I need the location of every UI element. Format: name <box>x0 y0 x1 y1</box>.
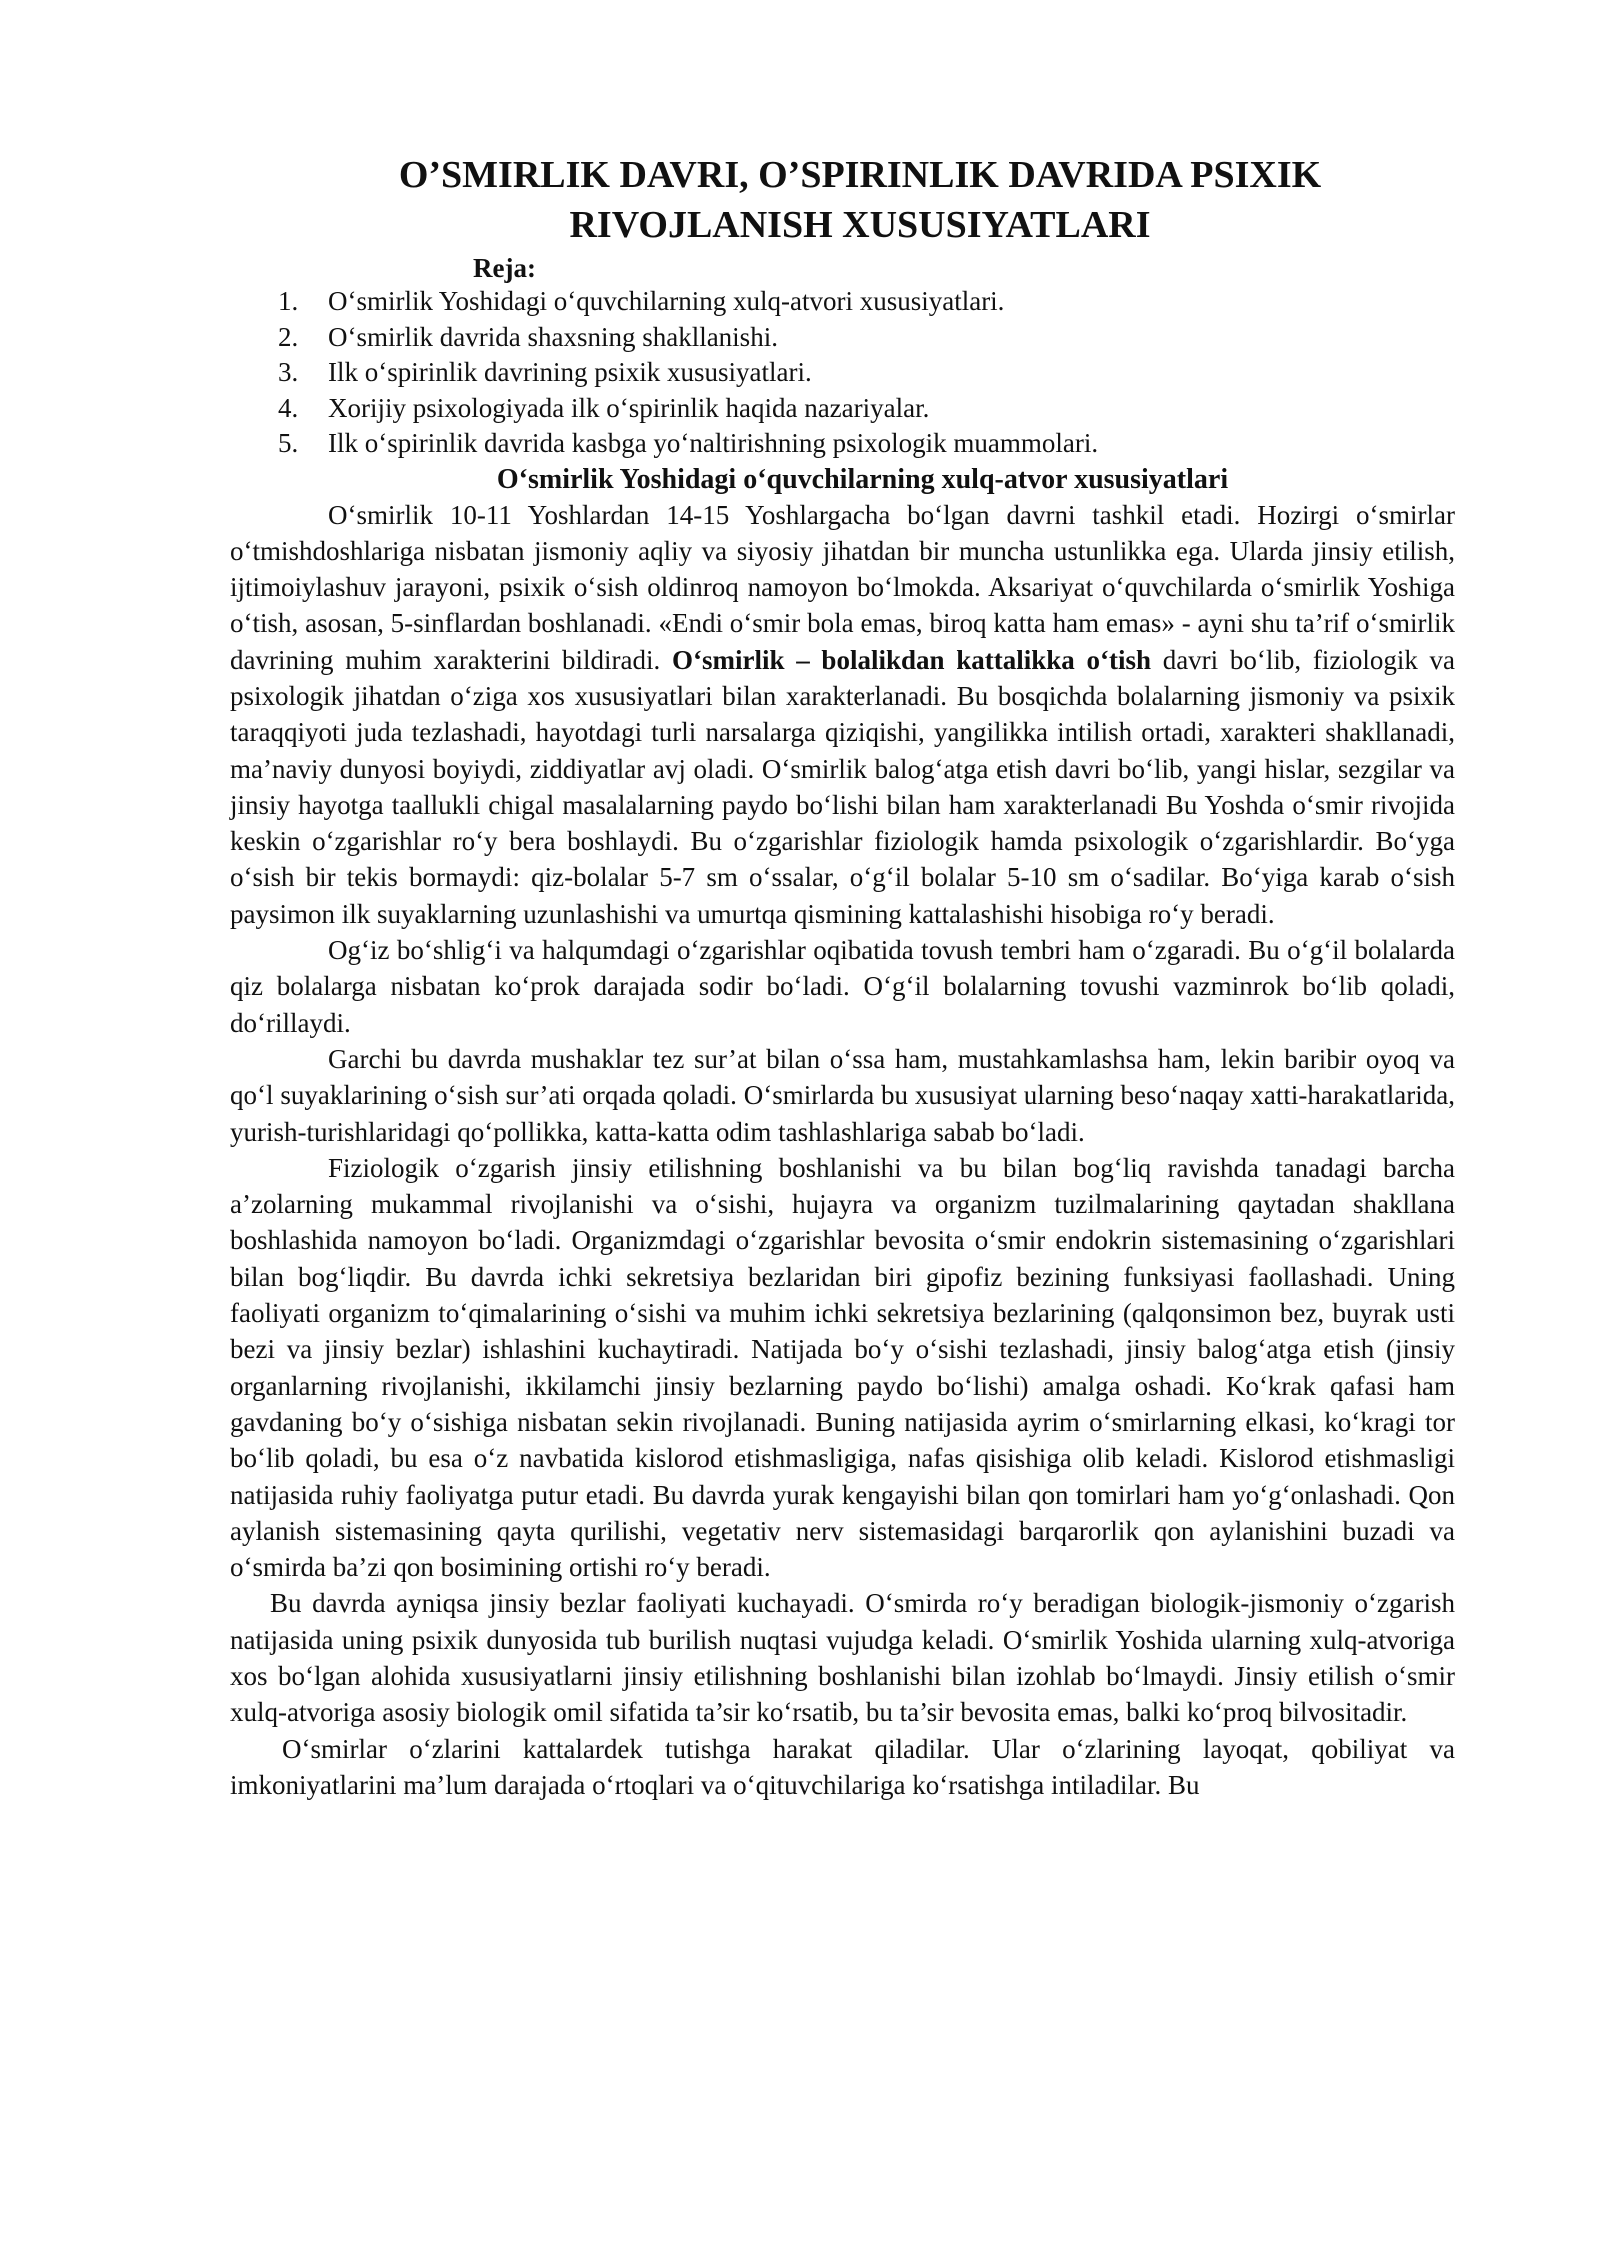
plan-item-number: 5. <box>278 428 299 458</box>
plan-label: Reja: <box>473 253 536 283</box>
paragraph-3: Garchi bu davrda mushaklar tez sur’at bilan o‘ssa ham, mustahkamlashsa ham, lekin baribir oyoq va qo‘l suyaklarining o‘sish sur’ati orqada qoladi. O‘smirlarda bu xususiyat ularning beso‘naqay xatti-harakatlarida, yurish-turishlaridagi qo‘pollikka, katta-katta odim tashlashlariga sabab bo‘ladi. <box>230 1043 1455 1147</box>
document-title <box>230 150 1455 250</box>
paragraph-1-text-a: O‘smirlik 10-11 Yoshlardan 14-15 Yoshlargacha bo‘lgan davrni tashkil etadi. Hozirgi o‘smirlar o‘tmishdoshlariga nisbatan jismoniy aqliy va siyosiy jihatdan bir muncha ustunlikka ega. Ularda jinsiy etilish, ijtimoiylashuv jarayoni, psixik o‘sish oldinroq namoyon bo‘lmokda. Aksariyat o‘quvchilarda o‘smirlik Yoshiga o‘tish, asosan, 5-sinflardan boshlanadi. «Endi o‘smir bola emas, biroq katta ham emas» - ayni shu ta’rif o‘smirlik davrining muhim xarakterini bildiradi. <box>230 499 1455 675</box>
paragraph-4: Fiziologik o‘zgarish jinsiy etilishning boshlanishi va bu bilan bog‘liq ravishda tanadagi barcha a’zolarning mukammal rivojlanishi va o‘sishi, hujayra va organizm tuzilmalarining qaytadan shakllana boshlashida namoyon bo‘ladi. Organizmdagi o‘zgarishlar bevosita o‘smir endokrin sistemasining o‘zgarishlari bilan bog‘liqdir. Bu davrda ichki sekretsiya bezlaridan biri gipofiz bezining funksiyasi faollashadi. Uning faoliyati organizm to‘qimalarining o‘sishi va muhim ichki sekretsiya bezlarining (qalqonsimon bez, buyrak usti bezi va jinsiy bezlar) ishlashini kuchaytiradi. Natijada bo‘y o‘sishi tezlashadi, jinsiy balog‘atga etish (jinsiy organlarning rivojlanishi, ikkilamchi jinsiy bezlarning paydo bo‘lishi) amalga oshadi. Ko‘krak qafasi ham gavdaning bo‘y o‘sishiga nisbatan sekin rivojlanadi. Buning natijasida ayrim o‘smirlarning elkasi, ko‘kragi tor bo‘lib qoladi, bu esa o‘z navbatida kislorod etishmasligiga, nafas qisishiga olib keladi. Kislorod etishmasligi natijasida ruhiy faoliyatga putur etadi. Bu davrda yurak kengayishi bilan qon tomirlari ham yo‘g‘onlashadi. Qon aylanish sistemasining qayta qurilishi, vegetativ nerv sistemasidagi barqarorlik qon aylanishini buzadi va o‘smirda ba’zi qon bosimining ortishi ro‘y beradi. <box>230 1152 1455 1583</box>
plan-item <box>230 284 1455 320</box>
plan-item-text: Ilk o‘spirinlik davrining psixik xususiyatlari. <box>328 357 812 387</box>
section-heading: O‘smirlik Yoshidagi o‘quvchilarning xulq-atvor xususiyatlari <box>496 463 1229 495</box>
plan-item-text: O‘smirlik davrida shaxsning shakllanishi. <box>328 321 778 352</box>
paragraph-2: Og‘iz bo‘shlig‘i va halqumdagi o‘zgarishlar oqibatida tovush tembri ham o‘zgaradi. Bu o‘g‘il bolalarda qiz bolalarga nisbatan ko‘prok darajada sodir bo‘ladi. O‘g‘il bolalarning tovushi vazminrok bo‘lib qoladi, do‘rillaydi. <box>230 935 1455 1038</box>
plan-item <box>230 320 1455 356</box>
paragraph-5: Bu davrda ayniqsa jinsiy bezlar faoliyati kuchayadi. O‘smirda ro‘y beradigan biologik-jismoniy o‘zgarish natijasida uning psixik dunyosida tub burilish nuqtasi vujudga keladi. O‘smirlik Yoshida ularning xulq-atvoriga xos bo‘lgan alohida xususiyatlarni jinsiy etilishning boshlanishi bilan izohlab bo‘lmaydi. Jinsiy etilish o‘smir xulq-atvoriga asosiy biologik omil sifatida ta’sir ko‘rsatib, bu ta’sir bevosita emas, balki ko‘proq bilvositadir. <box>230 1588 1455 1728</box>
plan-item-number: 2. <box>278 321 299 352</box>
plan-item <box>230 391 1455 427</box>
paragraph-6: O‘smirlar o‘zlarini kattalardek tutishga harakat qiladilar. Ular o‘zlarining layoqat, qobiliyat va imkoniyatlarini ma’lum darajada o‘rtoqlari va o‘qituvchilariga ko‘rsatishga intiladilar. Bu <box>230 1733 1455 1800</box>
title-line-1: O’SMIRLIK DAVRI, O’SPIRINLIK DAVRIDA PSIXIK <box>398 154 1322 196</box>
plan-item-text: Xorijiy psixologiyada ilk o‘spirinlik haqida nazariyalar. <box>328 392 930 423</box>
plan-item-text: Ilk o‘spirinlik davrida kasbga yo‘naltirishning psixologik muammolari. <box>328 428 1099 458</box>
plan-item <box>230 426 1455 462</box>
plan-item-number: 3. <box>278 357 299 387</box>
plan-item <box>230 355 1455 391</box>
paragraph-1 <box>230 497 1455 933</box>
document-page <box>230 150 1455 1803</box>
plan-list <box>230 284 1455 462</box>
paragraph-1-text-b: davri bo‘lib, fiziologik va psixologik jihatdan o‘ziga xos xususiyatlari bilan xarakterlanadi. Bu bosqichda bolalarning jismoniy va psixik taraqqiyoti juda tezlashadi, hayotdagi turli narsalarga qiziqishi, yangilikka intilish ortadi, xarakteri shakllanadi, ma’naviy dunyosi boyiydi, ziddiyatlar avj oladi. O‘smirlik balog‘atga etish davri bo‘lib, yangi hislar, sezgilar va jinsiy hayotga taallukli chigal masalalarning paydo bo‘lishi bilan ham xarakterlanadi Bu Yoshda o‘smir rivojida keskin o‘zgarishlar ro‘y bera boshlaydi. Bu o‘zgarishlar fiziologik hamda psixologik o‘zgarishlardir. Bo‘yga o‘sish bir tekis bormaydi: qiz-bolalar 5-7 sm o‘ssalar, o‘g‘il bolalar 5-10 sm o‘sadilar. Bo‘yiga karab o‘sish paysimon ilk suyaklarning uzunlashishi va umurtqa qismining kattalashishi hisobiga ro‘y beradi. <box>230 644 1456 929</box>
paragraph-1-bold-term: O‘smirlik – bolalikdan kattalikka o‘tish <box>672 644 1151 675</box>
plan-item-number: 1. <box>278 286 299 316</box>
plan-item-text: O‘smirlik Yoshidagi o‘quvchilarning xulq-atvori xususiyatlari. <box>328 286 1005 316</box>
plan-item-number: 4. <box>278 392 299 423</box>
title-line-2: RIVOJLANISH XUSUSIYATLARI <box>569 204 1151 246</box>
